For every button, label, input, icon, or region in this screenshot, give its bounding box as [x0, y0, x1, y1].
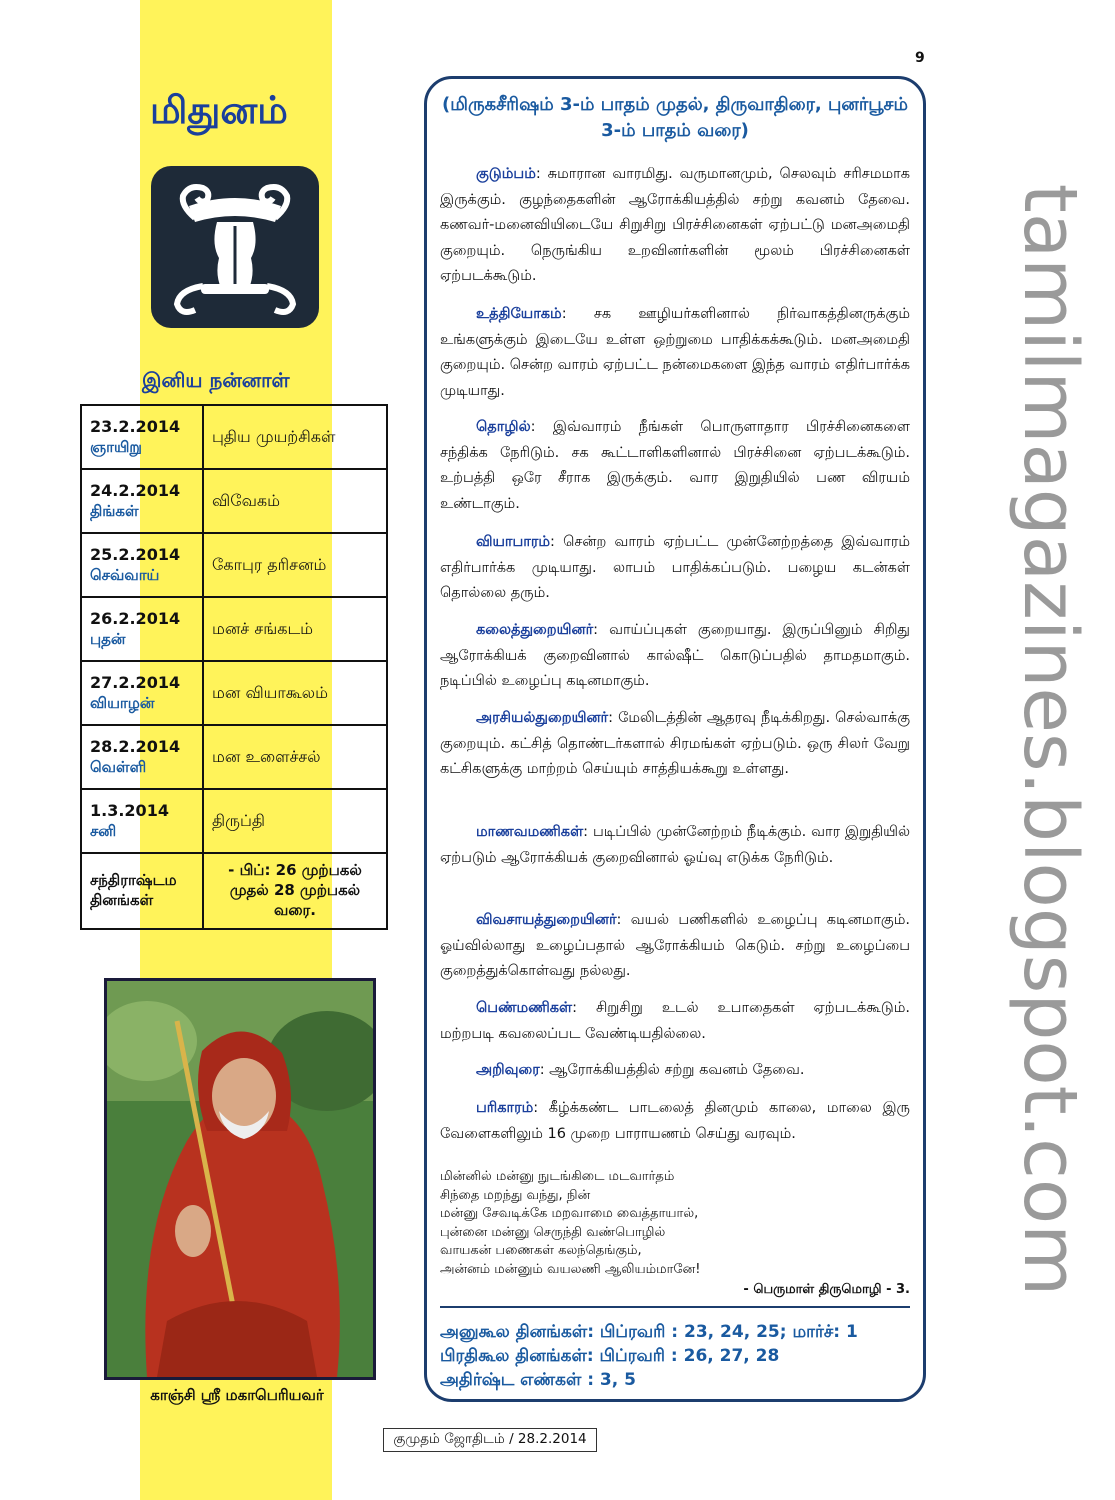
section-text: : வாய்ப்புகள் குறையாது. இருப்பினும் சிறிது ஆரோக்கியக் குறைவினால் கால்ஷீட் கொடுப்பதில் தாமதமாகும். நடிப்பில் உழைப்பு கடினமாகும். [440, 622, 910, 689]
section-students [440, 820, 910, 871]
magazine-footer: குமுதம் ஜோதிடம் / 28.2.2014 [383, 1428, 597, 1452]
page-number: 9 [915, 50, 925, 66]
unfavorable-days: பிரதிகூல தினங்கள்: பிப்ரவரி : 26, 27, 28 [440, 1346, 780, 1366]
section-key: வியாபாரம் [476, 534, 551, 550]
table-row [81, 597, 387, 661]
row-desc: விவேகம் [203, 469, 387, 533]
table-row [81, 661, 387, 725]
section-agriculture [440, 908, 910, 985]
section-business-work [440, 415, 910, 517]
section-key: மாணவமணிகள் [476, 824, 584, 840]
side-url-text: tamilmagazines.blogspot.com [1007, 183, 1093, 1297]
row-day: வியாழன் [90, 693, 155, 712]
section-key: விவசாயத்துறையினர் [476, 912, 617, 928]
section-text: : சென்ற வாரம் ஏற்பட்ட முன்னேற்றத்தை இவ்வாரம் எதிர்பார்க்க முடியாது. லாபம் பாதிக்கப்படும். பழைய கடன்கள் தொல்லை தரும். [440, 534, 910, 601]
table-row [81, 725, 387, 789]
verse-source: - பெருமாள் திருமொழி - 3. [743, 1282, 910, 1297]
row-desc: புதிய முயற்சிகள் [203, 405, 387, 469]
verse-line: புன்னை மன்னு செருந்தி வண்பொழில் [440, 1224, 666, 1240]
section-key: கலைத்துறையினர் [476, 622, 594, 638]
side-watermark-url [995, 170, 1105, 1310]
row-date: 1.3.2014 [90, 800, 169, 820]
chandrashtama-value: - பிப்: 26 முற்பகல் முதல் 28 முற்பகல் வரை. [203, 853, 387, 929]
row-desc: கோபுர தரிசனம் [203, 533, 387, 597]
row-desc: மனச் சங்கடம் [203, 597, 387, 661]
favorable-days: அனுகூல தினங்கள்: பிப்ரவரி : 23, 24, 25; மார்ச்: 1 [440, 1322, 858, 1342]
table-row [81, 469, 387, 533]
row-date: 26.2.2014 [90, 608, 181, 628]
verse-line: அன்னம் மன்னும் வயலணி ஆலியம்மானே! [440, 1261, 701, 1277]
section-family [440, 162, 910, 290]
row-day: செவ்வாய் [90, 565, 160, 584]
chandrashtama-row [81, 853, 387, 929]
verse-line: வாயகன் பணைகள் கலந்தெங்கும், [440, 1243, 642, 1258]
row-day: வெள்ளி [90, 757, 147, 776]
section-text: : சிறுசிறு உடல் உபாதைகள் ஏற்படக்கூடும். மற்றபடி கவலைப்பட வேண்டியதில்லை. [440, 1000, 910, 1042]
section-text: : மேலிடத்தின் ஆதரவு நீடிக்கிறது. செல்வாக்கு குறையும். கட்சித் தொண்டர்களால் சிரமங்கள் ஏற்படும். ஒரு சிலர் வேறு கட்சிகளுக்கு மாற்றம் செய்யும் சாத்தியக்கூறு உள்ளது. [440, 710, 910, 777]
sign-title: மிதுனம் [150, 88, 288, 132]
section-text: : வயல் பணிகளில் உழைப்பு கடினமாகும். ஓய்வில்லாது உழைப்பதால் ஆரோக்கியம் கெடும். சற்று உழைப்பை குறைத்துக்கொள்வது நல்லது. [440, 912, 910, 979]
divider [440, 1306, 910, 1308]
section-arts [440, 618, 910, 695]
section-text: : படிப்பில் முன்னேற்றம் நீடிக்கும். வார இறுதியில் ஏற்படும் ஆரோக்கியக் குறைவினால் ஓய்வு எடுக்க நேரிடும். [440, 824, 910, 866]
verse-line: மன்னு சேவடிக்கே மறவாமை வைத்தாயால், [440, 1206, 699, 1221]
row-day: ஞாயிறு [90, 437, 142, 456]
row-date: 25.2.2014 [90, 544, 181, 564]
row-date: 23.2.2014 [90, 416, 181, 436]
verse-line: மின்னில் மன்னு நுடங்கிடை மடவார்தம் [440, 1169, 675, 1184]
row-desc: திருப்தி [203, 789, 387, 853]
section-text: : கீழ்க்கண்ட பாடலைத் தினமும் காலை, மாலை இரு வேளைகளிலும் 16 முறை பாராயணம் செய்து வரவும். [440, 1100, 910, 1142]
section-key: அரசியல்துறையினர் [476, 710, 609, 726]
row-date: 27.2.2014 [90, 672, 181, 692]
table-row [81, 405, 387, 469]
verse-line: சிந்தை மறந்து வந்து, நின் [440, 1187, 591, 1203]
section-key: குடும்பம் [476, 166, 536, 182]
section-job [440, 302, 910, 404]
mahaperiyavar-photo [104, 978, 376, 1380]
chandrashtama-label: சந்திராஷ்டம தினங்கள் [81, 853, 203, 929]
section-key: உத்தியோகம் [476, 306, 562, 322]
row-day: புதன் [90, 629, 126, 648]
section-text: : இவ்வாரம் நீங்கள் பொருளாதார பிரச்சினைகளை சந்திக்க நேரிடும். சக கூட்டாளிகளினால் பிரச்சினை ஏற்படக்கூடும். உற்பத்தி ஒரே சீராக இருக்கும். வார இறுதியில் பண விரயம் உண்டாகும். [440, 419, 910, 512]
row-day: சனி [90, 821, 117, 840]
row-date: 24.2.2014 [90, 480, 181, 500]
section-key: அறிவுரை [476, 1062, 540, 1078]
section-women [440, 996, 910, 1047]
table-row [81, 789, 387, 853]
section-politics [440, 706, 910, 783]
section-trade [440, 530, 910, 607]
section-remedy [440, 1096, 910, 1147]
row-desc: மன உளைச்சல் [203, 725, 387, 789]
row-day: திங்கள் [90, 501, 139, 520]
good-days-title: இனிய நன்னாள் [142, 368, 290, 392]
table-row [81, 533, 387, 597]
section-key: தொழில் [476, 419, 531, 435]
row-date: 28.2.2014 [90, 736, 181, 756]
section-key: பெண்மணிகள் [476, 1000, 573, 1016]
star-range-heading: (மிருகசீரிஷம் 3-ம் பாதம் முதல், திருவாதிரை, புனர்பூசம் 3-ம் பாதம் வரை) [442, 94, 908, 141]
section-text: : சக ஊழியர்களினால் நிர்வாகத்தினருக்கும் உங்களுக்கும் இடையே உள்ள ஒற்றுமை பாதிக்கக்கூடும். மனஅமைதி குறையும். சென்ற வாரம் ஏற்பட்ட நன்மைகளை இந்த வாரம் எதிர்பார்க்க முடியாது. [440, 306, 910, 399]
section-advice [440, 1058, 910, 1084]
row-desc: மன வியாகூலம் [203, 661, 387, 725]
photo-caption: காஞ்சி ஸ்ரீ மகாபெரியவர் [150, 1386, 324, 1404]
lucky-numbers: அதிர்ஷ்ட எண்கள் : 3, 5 [440, 1370, 636, 1390]
section-text: : ஆரோக்கியத்தில் சற்று கவனம் தேவை. [539, 1062, 805, 1078]
good-days-table [80, 404, 388, 930]
section-text: : சுமாரான வாரமிது. வருமானமும், செலவும் சரிசமமாக இருக்கும். குழந்தைகளின் ஆரோக்கியத்தில் சற்று கவனம் தேவை. கணவர்-மனைவியிடையே சிறுசிறு பிரச்சினைகள் ஏற்பட்டு மனஅமைதி குறையும். நெருங்கிய உறவினர்களின் மூலம் பிரச்சினைகள் ஏற்படக்கூடும். [440, 166, 910, 284]
section-key: பரிகாரம் [476, 1100, 534, 1116]
gemini-icon [151, 166, 319, 328]
remedy-verse [440, 1168, 910, 1300]
